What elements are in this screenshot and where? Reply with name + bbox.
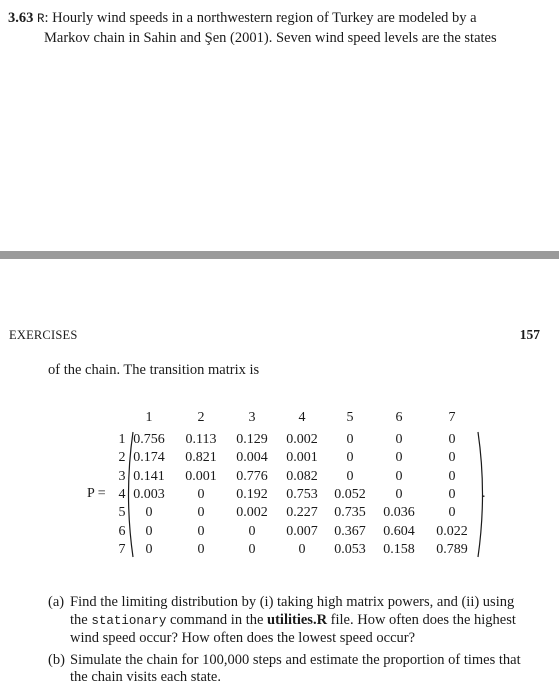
exercise-text-2: Markov chain in Sahin and Şen (2001). Seven wind speed levels are the states xyxy=(44,30,497,46)
matrix-cell: 0.141 xyxy=(133,468,165,484)
matrix-cell: 0 xyxy=(395,468,403,484)
matrix-cell: 0.113 xyxy=(185,432,217,447)
part-a-text xyxy=(70,594,528,648)
column-label: 4 xyxy=(298,410,306,425)
exercise-number: 3.63 xyxy=(8,10,34,26)
matrix-cell: 0 xyxy=(395,486,403,502)
continuation-text: of the chain. The transition matrix is xyxy=(48,362,260,378)
matrix-cell: 0.174 xyxy=(133,450,165,466)
matrix-cell: 0.604 xyxy=(383,523,415,539)
matrix-cell: 0.776 xyxy=(236,468,268,484)
part-b-text: Simulate the chain for 100,000 steps and estimate the proportion of times that the chain visits each state. xyxy=(70,651,521,685)
matrix-cell: 0 xyxy=(248,541,256,557)
matrix-cell: 0.756 xyxy=(133,432,165,447)
matrix-end-punct: . xyxy=(482,486,486,501)
file-name: utilities.R xyxy=(267,611,328,628)
part-a-text-1: Find the limiting distribution by (i) taking high matrix powers, and (ii) using the xyxy=(70,594,515,628)
matrix-cell: 0 xyxy=(145,541,153,557)
matrix-cell: 0.052 xyxy=(334,486,366,502)
row-label: 4 xyxy=(118,486,126,502)
row-label: 2 xyxy=(118,450,126,466)
matrix-cell: 0 xyxy=(395,432,403,447)
part-b xyxy=(48,652,528,687)
part-a-text-3: file. How often does the highest wind speed occur? How often does the lowest speed occur? xyxy=(70,611,516,646)
running-head: EXERCISES xyxy=(9,328,78,342)
matrix-cell: 0.735 xyxy=(334,505,366,521)
matrix-cell: 0.022 xyxy=(436,523,468,539)
row-label: 7 xyxy=(118,541,126,557)
row-label: 1 xyxy=(118,432,126,447)
matrix-cell: 0.003 xyxy=(133,486,165,502)
column-label: 5 xyxy=(346,410,354,425)
matrix-cell: 0.789 xyxy=(436,541,468,557)
matrix-cell: 0 xyxy=(145,523,153,539)
matrix-cell: 0 xyxy=(298,541,306,557)
matrix-cell: 0 xyxy=(448,486,456,502)
column-label: 1 xyxy=(145,410,153,425)
matrix-cell: 0.367 xyxy=(334,523,366,539)
exercise-parts xyxy=(48,594,528,687)
matrix-cell: 0 xyxy=(197,523,205,539)
matrix-cell: 0 xyxy=(346,450,354,466)
matrix-cell: 0 xyxy=(346,468,354,484)
matrix-cell: 0.007 xyxy=(286,523,318,539)
matrix-cell: 0.004 xyxy=(236,450,268,466)
matrix-cell: 0.227 xyxy=(286,505,318,521)
matrix-cell: 0 xyxy=(448,468,456,484)
matrix-cell: 0 xyxy=(448,505,456,521)
matrix-cell: 0 xyxy=(448,432,456,447)
page-number: 157 xyxy=(519,327,540,342)
part-a xyxy=(48,594,528,648)
matrix-cell: 0 xyxy=(197,541,205,557)
matrix-cell: 0.821 xyxy=(185,450,217,466)
column-label: 7 xyxy=(448,410,456,425)
exercise-line-1 xyxy=(8,10,477,27)
matrix-cell: 0.002 xyxy=(286,432,318,447)
right-paren xyxy=(478,432,483,557)
row-label: 5 xyxy=(118,505,126,521)
matrix-cell: 0 xyxy=(395,450,403,466)
matrix-cell: 0 xyxy=(197,486,205,502)
matrix-cell: 0 xyxy=(145,505,153,521)
left-paren xyxy=(129,432,134,557)
column-label: 6 xyxy=(395,410,403,425)
matrix-cell: 0.082 xyxy=(286,468,318,484)
matrix-cell: 0.192 xyxy=(236,486,268,502)
matrix-cell: 0.158 xyxy=(383,541,415,557)
matrix-cell: 0 xyxy=(197,505,205,521)
column-label: 3 xyxy=(248,410,256,425)
matrix-cell: 0 xyxy=(448,450,456,466)
page-divider xyxy=(0,251,559,259)
row-label: 3 xyxy=(118,468,126,484)
matrix-cell: 0.753 xyxy=(286,486,318,502)
part-a-label: (a) xyxy=(48,594,65,610)
column-label: 2 xyxy=(197,410,205,425)
code-stationary: stationary xyxy=(91,613,167,628)
matrix-cell: 0.001 xyxy=(286,450,318,466)
matrix-cell: 0.001 xyxy=(185,468,217,484)
row-label: 6 xyxy=(118,523,126,539)
matrix-symbol: P = xyxy=(87,486,106,501)
matrix-cell: 0.053 xyxy=(334,541,366,557)
matrix-cell: 0 xyxy=(248,523,256,539)
exercise-text-1: : Hourly wind speeds in a northwestern region of Turkey are modeled by a xyxy=(44,10,477,26)
matrix-cell: 0.002 xyxy=(236,505,268,521)
matrix-cell: 0.036 xyxy=(383,505,415,521)
part-a-text-2: command in the xyxy=(166,611,268,628)
matrix-cell: 0.129 xyxy=(236,432,268,447)
matrix-cell: 0 xyxy=(346,432,354,447)
r-label: R xyxy=(37,12,45,26)
part-b-label: (b) xyxy=(48,651,65,668)
